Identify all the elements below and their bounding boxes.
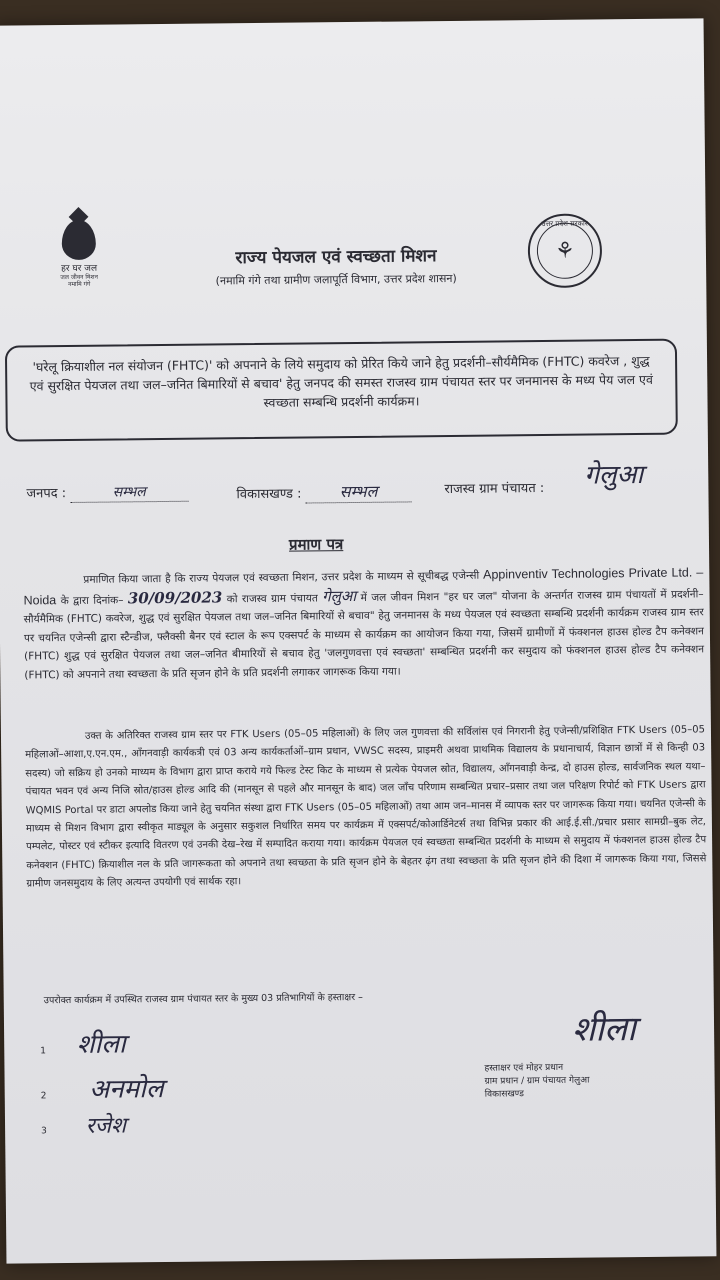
signatory-signature: शीला xyxy=(76,1029,126,1060)
logo-line1: हर घर जल xyxy=(61,263,98,275)
para1-part1: प्रमाणित किया जाता है कि राज्य पेयजल एवं स्वच्छता मिशन, उत्तर प्रदेश के माध्यम से सूचीबद्ध एजेन्सी xyxy=(83,569,480,586)
para1-part4: में जल जीवन मिशन "हर घर जल" योजना के अन्तर्गत राजस्व ग्राम पंचायतों में प्रदर्शनी–सौर्यमैमिक (FHTC) कवरेज, शुद्ध एवं सुरक्षित पेयजल तथा जल–जनित बिमारियों से बचाव" हेतु जनमानस के मध्य पेयजल एवं स्वच्छता सम्बन्धि प्रदर्शनी कार्यक्रम राजस्व ग्राम स्तर पर चयनित एजेन्सी द्वारा स्टैन्डीज, फ्लैक्सी बैनर एवं स्टाल के रूप एक्सपर्ट के माध्यम से कार्यक्रम का आयोजन किया गया, जिसमें ग्रामीणों में फंक्शनल हाउस होल्ड टैप कनेक्शन (FHTC) शुद्ध एवं सुरक्षित पेयजल तथा जल–जनित बीमारियों से बचाव हेतु 'जलगुणवत्ता एवं स्वच्छता' सम्बन्धित प्रदर्शनी कर समुदाय को फंक्शनल हाउस होल्ड टैप कनेक्शन (FHTC) को अपनाने तथा स्वच्छता के प्रति सृजन होने के प्रति प्रदर्शनी लगाकर जागरूक किया गया। xyxy=(23,587,705,682)
certificate-paragraph-1 xyxy=(23,563,704,685)
block-value: सम्भल xyxy=(305,479,411,503)
para1-part3: को राजस्व ग्राम पंचायत xyxy=(226,591,318,605)
signatory-number: 2 xyxy=(40,1091,47,1102)
block-label: विकासखण्ड : xyxy=(236,486,302,503)
signatory-1 xyxy=(40,1024,126,1061)
signatory-3 xyxy=(41,1109,126,1140)
seal-emblem-icon: ⚘ xyxy=(537,222,594,279)
seal-text: उत्तर प्रदेश सरकार xyxy=(541,219,588,229)
water-drop-icon xyxy=(62,220,96,260)
stamp-line2: ग्राम प्रधान / ग्राम पंचायत गेलुआ xyxy=(484,1075,590,1087)
block-field xyxy=(236,479,411,504)
participants-note: उपरोक्त कार्यक्रम में उपस्थित राजस्व ग्राम पंचायत स्तर के मुख्य 03 प्रतिभागियों के हस्ताक्षर – xyxy=(43,991,363,1007)
panchayat-value: गेलुआ xyxy=(584,459,644,491)
certificate-paper xyxy=(0,18,716,1263)
panchayat-field xyxy=(444,478,544,497)
district-field xyxy=(26,482,188,504)
panchayat-label: राजस्व ग्राम पंचायत : xyxy=(444,481,545,498)
signatory-signature: रजेश xyxy=(85,1113,127,1139)
signatory-number: 3 xyxy=(41,1126,47,1137)
up-government-seal xyxy=(528,213,603,288)
district-label: जनपद : xyxy=(26,486,67,502)
pradhan-stamp xyxy=(484,1060,714,1101)
stamp-line3: विकासखण्ड xyxy=(484,1089,524,1100)
har-ghar-jal-logo xyxy=(44,220,115,289)
org-title: राज्य पेयजल एवं स्वच्छता मिशन xyxy=(235,246,437,269)
org-subtitle: (नमामि गंगे तथा ग्रामीण जलापूर्ति विभाग, उत्तर प्रदेश शासन) xyxy=(215,271,457,288)
certificate-paragraph-2: उक्त के अतिरिक्त राजस्व ग्राम स्तर पर FTK Users (05–05 महिलाओं) के लिए जल गुणवत्ता की सर्विलांस एवं निगरानी हेतु एजेन्सी/प्रशिक्षित FTK Users (05–05 महिलाओं–आशा,ए.एन.एम., आँगनवाड़ी कार्यकत्री एवं 03 अन्य कार्यकर्ताओं–ग्राम प्रधान, VWSC सदस्य, प्राइमरी अथवा प्राथमिक विद्यालय के प्रधानाचार्य, विज्ञान छात्रों में से किन्ही 03 सदस्य) जो सक्रिय हो उनको माध्यम के विभाग द्वारा प्राप्त कराये गये फिल्ड टेस्ट किट के माध्यम से प्रत्येक पेयजल स्रोत, विद्यालय, आँगनवाड़ी केन्द्र, दो हाउस होल्ड, सार्वजनिक स्थल यथा–पंचायत भवन एवं अन्य निजि स्रोत/हाउस होल्ड आदि की (मानसून से पहले और मानसून के बाद) जल जाँच परिणाम सम्बन्धित प्रचार–प्रसार तथा जल परिक्षण रिपोर्ट को FTK Users द्वारा WQMIS Portal पर डाटा अपलोड किया जाने हेतु चयनित संस्था द्वारा FTK Users (05–05 महिलाओं) तथा आम जन–मानस में व्यापक स्तर पर जागरूक किया गया। चयनित एजेन्सी के माध्यम से मिशन विभाग द्वारा स्वीकृत माड्यूल के अनुसार सकुशल निर्धारित समय पर कार्यक्रम में एक्सपर्ट/कोआर्डिनेटर्स तथा विभिन्न प्रकार की आई.ई.सी./प्रचार प्रसार सामग्री–बुक लेट, पम्पलेट, पोस्टर एवं स्टीकर इत्यादि वितरण एवं उनकी देख–रेख में सम्पादित कराया गया। कार्यक्रम पेयजल एवं स्वच्छता सम्बन्धित प्रदर्शनी के माध्यम से समुदाय में फंक्शनल हाउस होल्ड टैप कनेक्शन (FHTC) क्रियाशील नल के प्रति जागरूकता को अपनाने तथा स्वच्छता के प्रति सृजन होने के बेहतर ढ़ंग तथा स्वच्छता के प्रति सृजन होने की दिशा में जागरूक किया गया, जिससे ग्रामीण जनसमुदाय के लिए अत्यन्त उपयोगी एवं सार्थक रहा। xyxy=(25,724,707,890)
pradhan-signature: शीला xyxy=(571,1009,637,1050)
logo-line3: नमामि गंगे xyxy=(68,280,91,288)
logo-line2: जल जीवन मिशन xyxy=(60,273,98,282)
village-name: गेलुआ xyxy=(322,586,357,605)
signatory-signature: अनमोल xyxy=(89,1074,164,1105)
agency-name: Appinventiv Technologies Private Ltd. – Noida xyxy=(23,565,704,608)
certificate-title: प्रमाण पत्र xyxy=(288,535,344,554)
signatory-2 xyxy=(40,1069,163,1106)
program-banner: 'घरेलू क्रियाशील नल संयोजन (FHTC)' को अपनाने के लिये समुदाय को प्रेरित किये जाने हेतु प्रदर्शनी–सौर्यमैमिक (FHTC) कवरेज , शुद्ध एवं सुरक्षित पेयजल तथा जल–जनित बिमारियों से बचाव' हेतु जनपद की समस्त राजस्व ग्राम पंचायत स्तर पर जनमानस के मध्य पेय जल एवं स्वच्छता सम्बन्धि प्रदर्शनी कार्यक्रम। xyxy=(5,339,678,442)
stamp-line1: हस्ताक्षर एवं मोहर प्रधान xyxy=(484,1062,564,1074)
para1-part2: के द्वारा दिनांक– xyxy=(60,594,124,607)
program-date: 30/09/2023 xyxy=(127,587,223,607)
signatory-number: 1 xyxy=(40,1046,47,1057)
district-value: सम्भल xyxy=(70,482,188,503)
